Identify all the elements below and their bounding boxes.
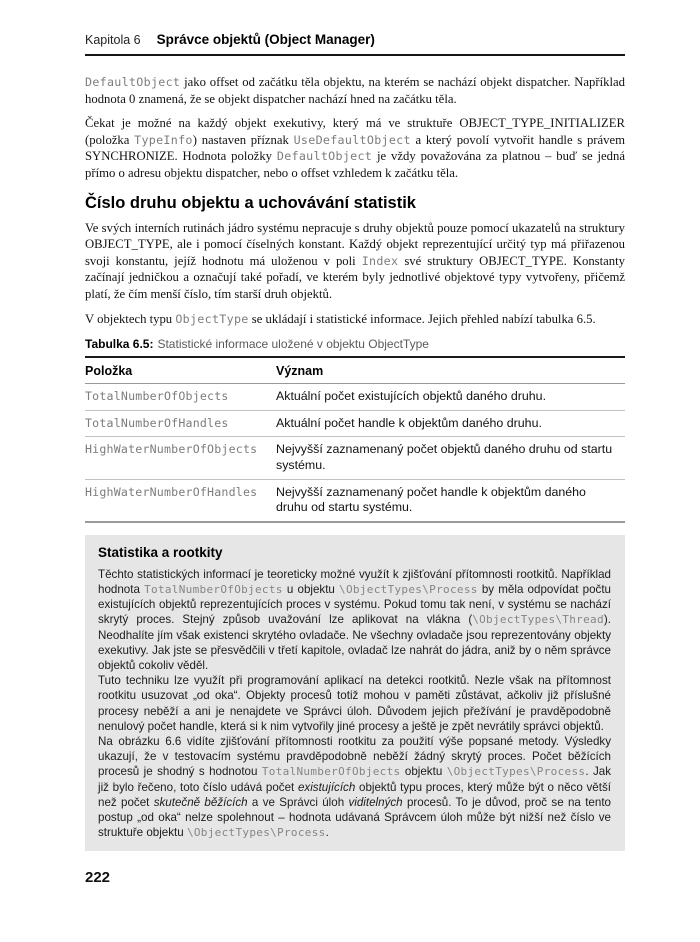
note-box-paragraph xyxy=(98,567,611,673)
table-cell-item: HighWaterNumberOfObjects xyxy=(85,437,276,479)
inline-code: Index xyxy=(361,253,399,268)
table-caption-text: Statistické informace uložené v objektu ObjectType xyxy=(157,337,429,352)
inline-code: \ObjectTypes\Process xyxy=(339,582,478,596)
inline-code: DefaultObject xyxy=(85,75,181,89)
paragraph-wait-exekutiva xyxy=(85,115,625,181)
inline-code: \ObjectTypes\Process xyxy=(186,826,326,840)
inline-code: TotalNumberOfObjects xyxy=(261,765,401,779)
inline-code: \ObjectTypes\Process xyxy=(446,765,586,779)
note-box-heading: Statistika a rootkity xyxy=(98,544,223,560)
table-cell-item: HighWaterNumberOfHandles xyxy=(85,484,258,499)
text-run: Na obrázku 6.6 vidíte zjišťování přítomnosti rootkitu za použití výše popsané metody. Výsledky ukazují, že v testovacím systému pravděpodobně neběží žádný skrytý proces. Počet běžících procesů je shodný s hodnotou xyxy=(98,734,611,779)
text-run: Tuto techniku lze využít při programování aplikací na detekci rootkitů. Nezle však na přítomnost rootkitu usuzovat „od oka“. Objekty procesů totiž mohou v paměti zůstávat, ačkoliv již příslušné procesy neběží a ani je nenajdete ve Správci úloh. Důvodem jejich přežívání je pravděpodobně nenulový počet handle, která si k nim vytvořily jiné procesy a ještě je zpět nevrátily správci objektů. xyxy=(98,674,611,733)
text-run: procesů. To je důvod, proč se na tento postup „od oka“ nelze spolehnout – hodnota udávaná Správcem úloh může být nižší než číslo ve struktuře objektu xyxy=(98,795,611,840)
table-cell-item: TotalNumberOfObjects xyxy=(85,384,276,411)
table-row xyxy=(85,437,625,479)
text-run: Ve svých interních rutinách jádro systému nepracuje s druhy objektů pouze pomocí ukazatelů na struktury OBJECT_TYPE, ale i pomocí číselných konstant. Každý objekt reprezentující určitý typ má přiřazenou svoji konstantu, jejíž hodnotu má uloženou v poli xyxy=(85,220,625,268)
table-caption xyxy=(85,337,625,351)
text-run: u objektu xyxy=(282,582,340,596)
text-run: jako offset od začátku těla objektu, na kterém se nachází objekt dispatcher. Například hodnota 0 znamená, že se objekt dispatcher nachází hned na začátku těla. xyxy=(85,75,625,106)
table-cell-meaning: Aktuální počet existujících objektů daného druhu. xyxy=(276,384,625,411)
note-box-paragraph xyxy=(98,734,611,840)
page-number: 222 xyxy=(85,869,111,887)
table-header-row xyxy=(85,357,625,384)
table-cell-meaning: Nejvyšší zaznamenaný počet objektů daného druhu od startu systému. xyxy=(276,437,625,479)
inline-italic: viditelných xyxy=(348,795,403,809)
table-caption-label: Tabulka 6.5: xyxy=(85,337,154,352)
text-run: objektu xyxy=(400,765,447,779)
inline-italic: existujících xyxy=(297,780,356,794)
text-run: V objektech typu xyxy=(85,311,176,326)
text-run: objektů typu proces, který může být o něco větší než počet xyxy=(98,780,611,809)
note-box-paragraph xyxy=(98,673,611,734)
paragraph-stats-intro xyxy=(85,311,625,328)
page-header xyxy=(85,32,625,56)
inline-code: TypeInfo xyxy=(134,132,193,147)
chapter-title: Správce objektů (Object Manager) xyxy=(156,32,375,47)
text-run: by měla odpovídat počtu existujících objektů reprezentujících proces v systému. Pokud tomu tak není, v systému se nachází skrytý proces. Stejný způsob uvažování lze aplikovat na vlákna ( xyxy=(98,582,611,627)
paragraph-object-index xyxy=(85,220,625,303)
inline-code: UseDefaultObject xyxy=(293,132,411,147)
table-cell-item: TotalNumberOfHandles xyxy=(85,410,276,437)
inline-italic: skutečně běžících xyxy=(153,795,248,809)
paragraph-default-object xyxy=(85,74,625,107)
text-run: se ukládají i statistické informace. Jejich přehled nabízí tabulka 6.5. xyxy=(248,311,596,326)
text-run: . xyxy=(325,826,329,840)
note-box-statistika-a-rootkity xyxy=(85,535,625,852)
section-heading: Číslo druhu objektu a uchovávání statistik xyxy=(85,193,416,212)
inline-code: ObjectType xyxy=(175,311,249,326)
text-run: je vždy považována za platnou – buď se jedná přímo o adresu objektu dispatcher, nebo o offset vzhledem k začátku těla. xyxy=(85,149,625,180)
chapter-number: Kapitola 6 xyxy=(85,33,141,47)
table-row xyxy=(85,384,625,411)
table-header-polozka: Položka xyxy=(85,357,276,384)
inline-code: TotalNumberOfObjects xyxy=(144,582,283,596)
text-run: a který povolí vytvořit handle s právem SYNCHRONIZE. Hodnota položky xyxy=(85,132,625,164)
text-run: a ve Správci úloh xyxy=(247,795,349,809)
text-run: . Jak již bylo řečeno, toto číslo udává počet xyxy=(98,765,611,794)
text-run: Čekat je možné na každý objekt exekutivy, který má ve struktuře OBJECT_TYPE_INITIALIZER (položka xyxy=(85,116,625,147)
table-row xyxy=(85,410,625,437)
table-cell-meaning: Aktuální počet handle k objektům daného druhu. xyxy=(276,410,625,437)
inline-code: DefaultObject xyxy=(276,149,373,164)
text-run: Těchto statistických informací je teoreticky možné využít k zjišťování přítomnosti rootkitů. Například hodnota xyxy=(98,567,611,596)
text-run: své struktury OBJECT_TYPE. Konstanty začínají jedničkou a označují také pořadí, ve kterém byly jednotlivé objektové typy vytvořeny, přičemž platí, že čím menší číslo, tím starší druh objektů. xyxy=(85,253,625,301)
table-header-vyznam: Význam xyxy=(276,357,625,384)
table-cell-meaning: Nejvyšší zaznamenaný počet handle k objektům daného druhu od startu systému. xyxy=(276,484,586,515)
statistics-table xyxy=(85,356,625,523)
page-content xyxy=(85,0,625,886)
inline-code: \ObjectTypes\Thread xyxy=(472,613,604,627)
text-run: ) nastaven příznak xyxy=(192,132,294,147)
table-row xyxy=(85,479,625,522)
text-run: ). Neodhalíte jím však existenci skrytého ovladače. Ne všechny ovladače jsou reprezentovány objekty exekutivy. Jak jste se přesvědčili v třetí kapitole, ovladač lze nahrát do jádra, aniž by o něm správce objektů cokoliv věděl. xyxy=(98,613,611,672)
